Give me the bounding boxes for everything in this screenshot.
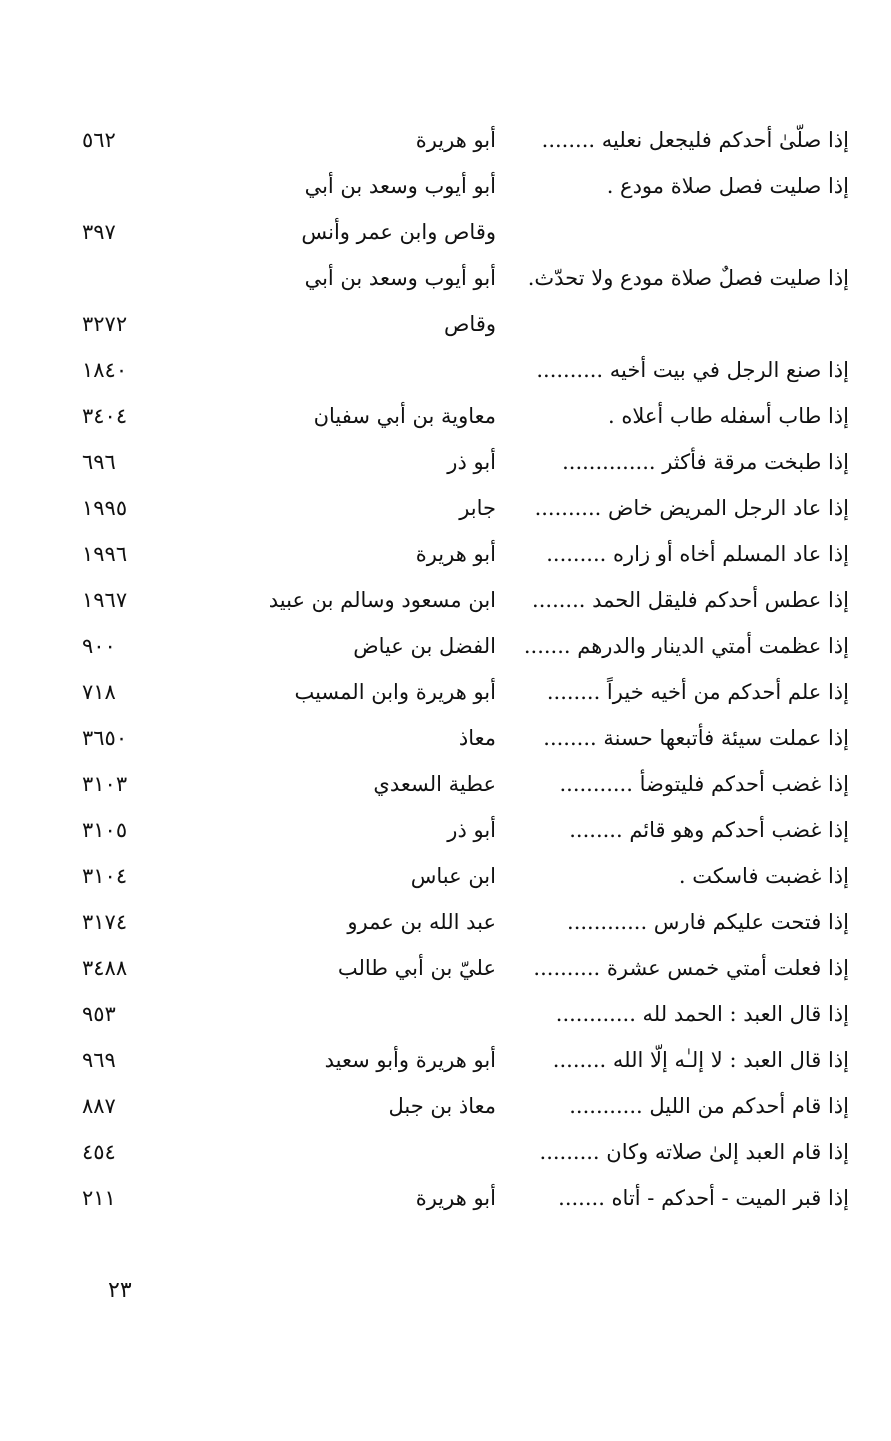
hadith-number: ٧١٨ [82,680,116,704]
index-row [0,209,891,255]
hadith-number: ٣٤٨٨ [82,956,128,980]
narrator-name: ابن مسعود وسالم بن عبيد [268,588,496,612]
narrator-name: وقاص [444,312,496,336]
hadith-opening-text: إذا علم أحدكم من أخيه خيراً ........ [546,680,849,704]
hadith-number: ٩٦٩ [82,1048,116,1072]
hadith-opening-text: إذا فعلت أمتي خمس عشرة .......... [533,956,849,980]
hadith-number: ٢١١ [82,1186,116,1210]
hadith-opening-text: إذا عطس أحدكم فليقل الحمد ........ [532,588,849,612]
narrator-name: أبو ذر [447,450,496,474]
index-row [0,393,891,439]
hadith-opening-text: إذا صليت فصل صلاة مودع . [606,174,849,198]
hadith-number: ٣١٧٤ [82,910,128,934]
index-row [0,945,891,991]
index-row [0,761,891,807]
narrator-name: عطية السعدي [373,772,496,796]
hadith-opening-text: إذا طبخت مرقة فأكثر .............. [562,450,849,474]
narrator-name [256,991,496,1037]
narrator-name: أبو هريرة [415,128,496,152]
hadith-opening-text: إذا صنع الرجل في بيت أخيه .......... [536,358,849,382]
hadith-number: ٤٥٤ [82,1140,116,1164]
hadith-opening-text [519,209,849,255]
narrator-name: معاذ بن جبل [388,1094,496,1118]
hadith-opening-text: إذا غضبت فاسكت . [678,864,849,888]
page-number: ٢٣ [108,1278,132,1303]
narrator-name: معاوية بن أبي سفيان [313,404,496,428]
index-row [0,853,891,899]
index-row [0,899,891,945]
index-row [0,485,891,531]
hadith-number: ٩٥٣ [82,1002,116,1026]
narrator-name: ابن عباس [410,864,496,888]
index-row [0,531,891,577]
index-row [0,991,891,1037]
hadith-opening-text: إذا عظمت أمتي الدينار والدرهم ....... [523,634,849,658]
narrator-name: أبو هريرة وابن المسيب [294,680,496,704]
hadith-number: ٣١٠٥ [82,818,128,842]
narrator-name: أبو أيوب وسعد بن أبي [304,266,496,290]
hadith-index-list [0,117,891,1221]
index-row [0,623,891,669]
hadith-opening-text: إذا صليت فصلٌ صلاة مودع ولا تحدّث. [527,266,849,290]
narrator-name: جابر [459,496,496,520]
hadith-number [82,255,162,301]
hadith-opening-text: إذا صلّىٰ أحدكم فليجعل نعليه ........ [541,128,849,152]
hadith-number: ٣١٠٤ [82,864,128,888]
hadith-number: ٥٦٢ [82,128,116,152]
narrator-name [256,1129,496,1175]
hadith-opening-text: إذا قال العبد : لا إلـٰه إلّا الله ........ [552,1048,849,1072]
narrator-name [256,347,496,393]
index-row [0,1083,891,1129]
hadith-number: ١٩٩٦ [82,542,128,566]
index-row [0,1037,891,1083]
hadith-opening-text: إذا عملت سيئة فأتبعها حسنة ........ [543,726,849,750]
hadith-opening-text [519,301,849,347]
hadith-number [82,163,162,209]
hadith-number: ١٩٦٧ [82,588,128,612]
hadith-number: ٨٨٧ [82,1094,116,1118]
index-row [0,301,891,347]
narrator-name: وقاص وابن عمر وأنس [301,220,496,244]
hadith-opening-text: إذا فتحت عليكم فارس ............ [567,910,849,934]
hadith-number: ٣٤٠٤ [82,404,128,428]
index-row [0,163,891,209]
hadith-opening-text: إذا قبر الميت - أحدكم - أتاه ....... [558,1186,849,1210]
hadith-opening-text: إذا غضب أحدكم فليتوضأ ........... [559,772,849,796]
index-row [0,439,891,485]
narrator-name: عليّ بن أبي طالب [337,956,496,980]
index-row [0,1175,891,1221]
hadith-opening-text: إذا طاب أسفله طاب أعلاه . [608,404,849,428]
index-row [0,255,891,301]
hadith-opening-text: إذا عاد الرجل المريض خاض .......... [534,496,849,520]
hadith-number: ٦٩٦ [82,450,116,474]
hadith-number: ٣٢٧٢ [82,312,128,336]
hadith-opening-text: إذا غضب أحدكم وهو قائم ........ [569,818,849,842]
hadith-opening-text: إذا قال العبد : الحمد لله ............ [555,1002,849,1026]
narrator-name: الفضل بن عياض [353,634,496,658]
narrator-name: أبو هريرة [415,1186,496,1210]
narrator-name: أبو أيوب وسعد بن أبي [304,174,496,198]
hadith-number: ٩٠٠ [82,634,116,658]
hadith-opening-text: إذا قام العبد إلىٰ صلاته وكان ......... [539,1140,849,1164]
index-row [0,807,891,853]
hadith-number: ١٩٩٥ [82,496,128,520]
index-row [0,715,891,761]
narrator-name: عبد الله بن عمرو [347,910,496,934]
narrator-name: أبو هريرة [415,542,496,566]
narrator-name: أبو ذر [447,818,496,842]
hadith-number: ٣٩٧ [82,220,116,244]
index-row [0,117,891,163]
index-row [0,577,891,623]
index-row [0,347,891,393]
narrator-name: أبو هريرة وأبو سعيد [324,1048,496,1072]
index-row [0,669,891,715]
narrator-name: معاذ [458,726,496,750]
hadith-number: ٣٦٥٠ [82,726,128,750]
hadith-number: ٣١٠٣ [82,772,128,796]
hadith-opening-text: إذا عاد المسلم أخاه أو زاره ......... [546,542,849,566]
hadith-number: ١٨٤٠ [82,358,128,382]
hadith-opening-text: إذا قام أحدكم من الليل ........... [569,1094,849,1118]
index-row [0,1129,891,1175]
